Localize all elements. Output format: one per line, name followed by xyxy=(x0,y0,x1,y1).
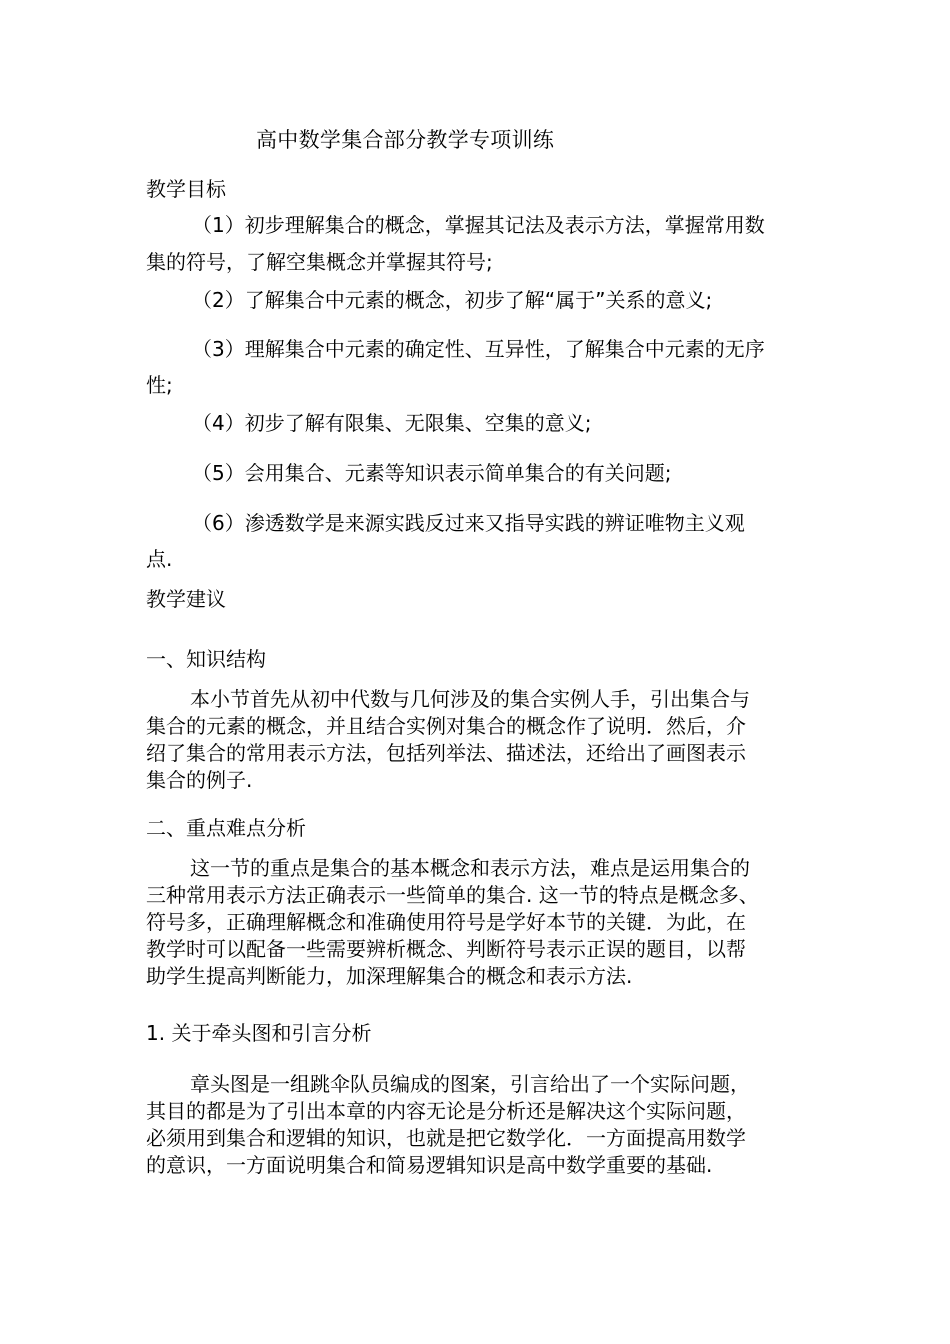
document-title: 高中数学集合部分教学专项训练 xyxy=(256,128,555,152)
paragraph-line: 必须用到集合和逻辑的知识，也就是把它数学化．一方面提高用数学 xyxy=(146,1126,746,1150)
paragraph-line: 本小节首先从初中代数与几何涉及的集合实例人手，引出集合与 xyxy=(190,687,750,711)
objectives-heading: 教学目标 xyxy=(146,177,226,201)
suggestions-heading: 教学建议 xyxy=(146,587,226,611)
section-knowledge-structure-body xyxy=(146,686,810,794)
objective-1-line-2: 集的符号，了解空集概念并掌握其符号; xyxy=(146,250,493,274)
paragraph-line: 其目的都是为了引出本章的内容无论是分析还是解决这个实际问题， xyxy=(146,1099,746,1123)
section-key-points-body xyxy=(146,855,810,990)
paragraph-line: 集合的例子. xyxy=(146,768,253,792)
paragraph-line: 这一节的重点是集合的基本概念和表示方法，难点是运用集合的 xyxy=(190,856,750,880)
paragraph-line: 教学时可以配备一些需要辨析概念、判断符号表示正误的题目，以帮 xyxy=(146,937,746,961)
objective-6-line-2: 点. xyxy=(146,547,173,571)
paragraph-line: 的意识，一方面说明集合和简易逻辑知识是高中数学重要的基础. xyxy=(146,1153,713,1177)
paragraph-line: 绍了集合的常用表示方法，包括列举法、描述法，还给出了画图表示 xyxy=(146,741,746,765)
section-knowledge-structure-title: 一、知识结构 xyxy=(146,647,266,671)
objective-1-line-1: （1）初步理解集合的概念，掌握其记法及表示方法，掌握常用数 xyxy=(192,213,765,237)
objective-2-line-1: （2）了解集合中元素的概念，初步了解“属于”关系的意义; xyxy=(192,288,713,312)
paragraph-line: 助学生提高判断能力，加深理解集合的概念和表示方法. xyxy=(146,964,633,988)
objective-3-line-1: （3）理解集合中元素的确定性、互异性，了解集合中元素的无序 xyxy=(192,337,765,361)
objective-5-line-1: （5）会用集合、元素等知识表示简单集合的有关问题; xyxy=(192,461,672,485)
section-intro-analysis-title: 1. 关于牵头图和引言分析 xyxy=(146,1021,372,1045)
objective-4-line-1: （4）初步了解有限集、无限集、空集的意义; xyxy=(192,411,592,435)
objective-6-line-1: （6）渗透数学是来源实践反过来又指导实践的辨证唯物主义观 xyxy=(192,511,745,535)
paragraph-line: 章头图是一组跳伞队员编成的图案，引言给出了一个实际问题， xyxy=(190,1072,750,1096)
objective-3-line-2: 性; xyxy=(146,373,173,397)
section-key-points-title: 二、重点难点分析 xyxy=(146,816,306,840)
paragraph-line: 集合的元素的概念，并且结合实例对集合的概念作了说明．然后，介 xyxy=(146,714,746,738)
section-intro-analysis-body xyxy=(146,1071,810,1179)
paragraph-line: 三种常用表示方法正确表示一些简单的集合. 这一节的特点是概念多、 xyxy=(146,883,759,907)
paragraph-line: 符号多，正确理解概念和准确使用符号是学好本节的关键．为此，在 xyxy=(146,910,746,934)
